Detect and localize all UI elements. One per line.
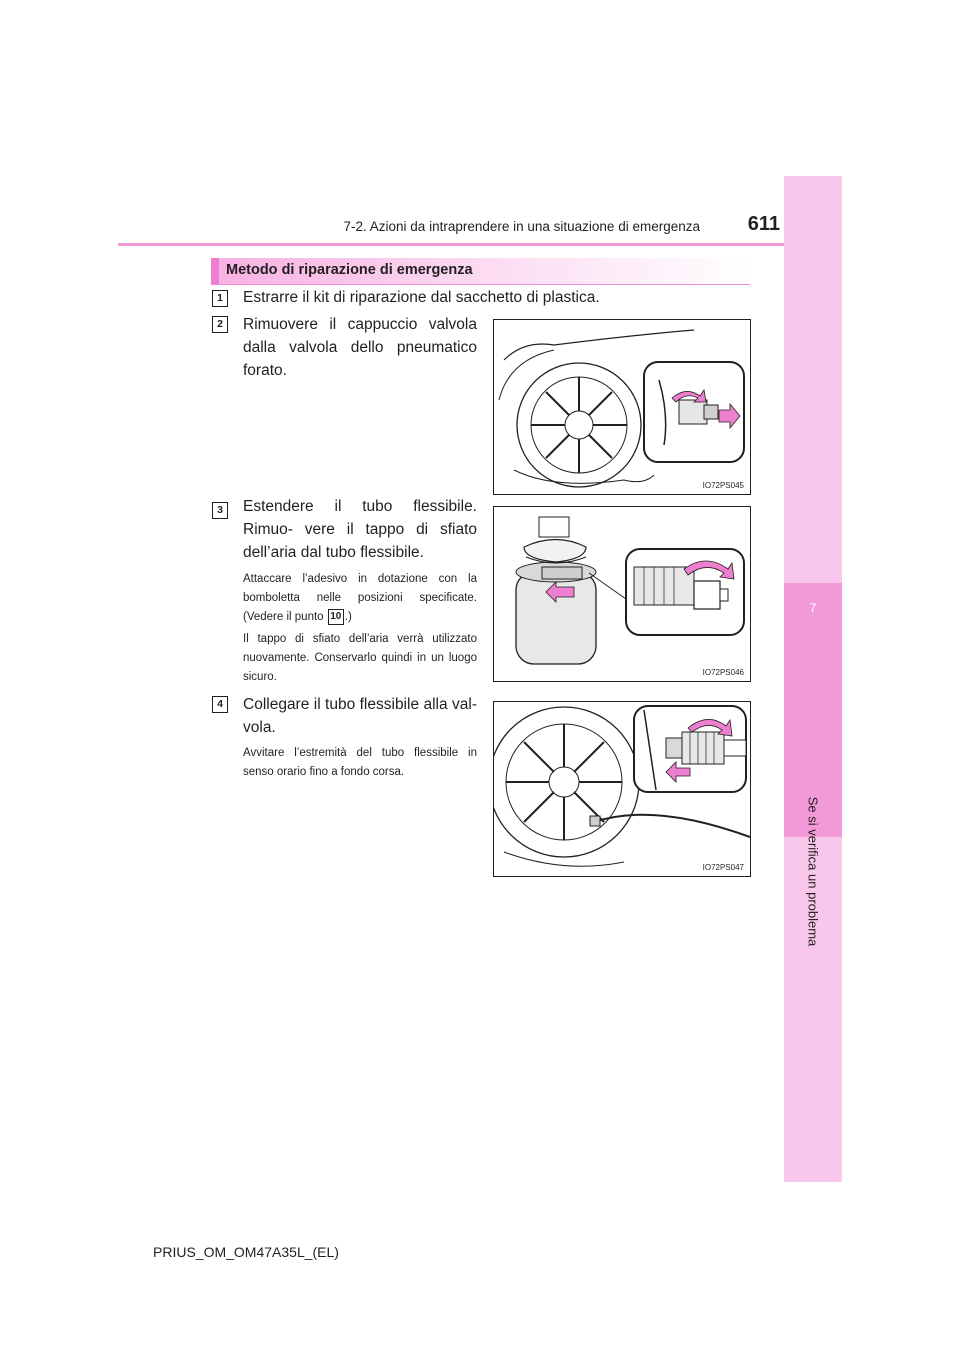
figure-code: IO72PS047: [702, 863, 744, 872]
chapter-title: Se si verifica un problema: [805, 796, 821, 947]
step-3-text: Estendere il tubo flessibile. Rimuo- vere il tappo di sfiato dell’aria dal tubo flessibile.: [243, 498, 477, 561]
figure-valve-cap-removal: [493, 319, 751, 495]
page-number: 611: [747, 213, 780, 235]
step-1-text: Estrarre il kit di riparazione dal sacchetto di plastica.: [243, 289, 600, 306]
section-banner-marker: [211, 258, 219, 284]
tire-valve-illustration: [494, 320, 750, 494]
chapter-number: 7: [809, 601, 817, 615]
step-4-note: Avvitare l’estremità del tubo flessibile in senso orario fino a fondo corsa.: [243, 747, 477, 778]
figure-code: IO72PS045: [702, 481, 744, 490]
step-reference-box[interactable]: 10: [328, 609, 344, 625]
figure-hose-extension: [493, 506, 751, 682]
step-4-text: Collegare il tubo flessibile alla val- vola.: [243, 696, 477, 736]
section-banner-title: Metodo di riparazione di emergenza: [226, 262, 473, 278]
step-number-2: 2: [212, 316, 228, 333]
step-3-note-adhesive-end: .): [344, 611, 352, 623]
document-footer: PRIUS_OM_OM47A35L_(EL): [153, 1244, 339, 1260]
figure-hose-connection: [493, 701, 751, 877]
step-3-note-vent-cap: Il tappo di sfiato dell’aria verrà utilizzato nuovamente. Conservarlo quindi in un luogo sicuro.: [243, 633, 477, 683]
section-title: 7-2. Azioni da intraprendere in una situazione di emergenza: [343, 219, 700, 234]
step-number-1: 1: [212, 290, 228, 307]
step-3-note-adhesive: [243, 570, 477, 627]
step-2-text: Rimuovere il cappuccio valvola dalla valvola dello pneumatico forato.: [243, 316, 477, 379]
step-number-3: 3: [212, 502, 228, 519]
hose-connection-illustration: [494, 702, 750, 876]
header-rule: [118, 243, 842, 246]
figure-code: IO72PS046: [702, 668, 744, 677]
step-3-note-adhesive-text: Attaccare l’adesivo in dotazione con la bomboletta nelle posizioni specificate. (Vedere il punto: [243, 573, 477, 623]
step-number-4: 4: [212, 696, 228, 713]
sealant-bottle-illustration: [494, 507, 750, 681]
